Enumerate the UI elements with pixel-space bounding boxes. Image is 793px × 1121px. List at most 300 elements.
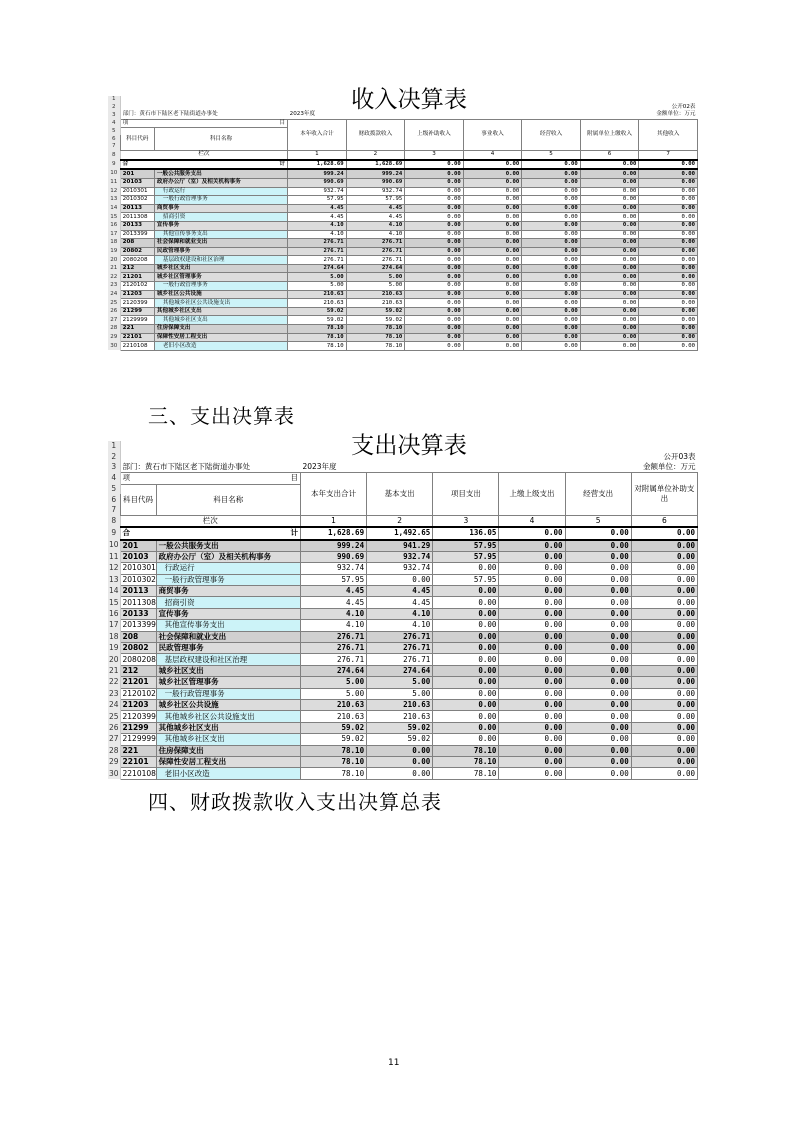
amount-cell: 4.45 xyxy=(288,213,347,222)
amount-cell: 0.00 xyxy=(463,204,522,213)
amount-cell: 0.00 xyxy=(565,620,631,631)
column-header: 上缴上级支出 xyxy=(499,473,565,516)
amount-cell: 0.00 xyxy=(522,196,581,205)
subject-name: 其他宣传事务支出 xyxy=(156,620,300,631)
amount-cell: 5.00 xyxy=(288,273,347,282)
table-row xyxy=(108,711,698,722)
table-row xyxy=(108,316,698,325)
row-number: 15 xyxy=(108,213,120,222)
table-row xyxy=(108,586,698,597)
row-number: 6 xyxy=(108,135,120,143)
amount-cell: 78.10 xyxy=(433,756,499,767)
table-row xyxy=(108,654,698,665)
column-number: 2 xyxy=(367,515,433,527)
amount-cell: 0.00 xyxy=(499,688,565,699)
amount-cell: 0.00 xyxy=(639,187,698,196)
subject-code: 201 xyxy=(120,540,156,552)
row-number: 13 xyxy=(108,196,120,205)
amount-cell: 0.00 xyxy=(522,230,581,239)
row-number: 28 xyxy=(108,325,120,334)
amount-cell: 0.00 xyxy=(522,290,581,299)
row-number: 14 xyxy=(108,204,120,213)
column-number: 5 xyxy=(565,515,631,527)
amount-cell: 0.00 xyxy=(463,256,522,265)
amount-cell: 5.00 xyxy=(367,688,433,699)
subject-name: 老旧小区改造 xyxy=(154,342,287,351)
subject-name: 招商引资 xyxy=(156,597,300,608)
row-number: 25 xyxy=(108,711,119,721)
amount-cell: 0.00 xyxy=(631,734,697,745)
row-number: 12 xyxy=(108,563,119,573)
amount-cell: 0.00 xyxy=(405,342,464,351)
amount-cell: 990.69 xyxy=(346,178,405,187)
subject-code: 20113 xyxy=(120,586,156,597)
row-number: 3 xyxy=(108,462,120,473)
row-number: 3 xyxy=(108,111,120,119)
amount-cell: 0.00 xyxy=(631,768,697,779)
subject-code: 21299 xyxy=(120,307,154,316)
amount-cell: 0.00 xyxy=(433,608,499,619)
row-number: 7 xyxy=(108,505,120,515)
subject-name: 一般行政管理事务 xyxy=(156,688,300,699)
amount-cell: 210.63 xyxy=(367,711,433,722)
subject-name: 一般行政管理事务 xyxy=(154,282,287,291)
column-number: 6 xyxy=(580,151,639,160)
amount-cell: 0.00 xyxy=(405,325,464,334)
amount-cell: 0.00 xyxy=(463,325,522,334)
column-number: 7 xyxy=(639,151,698,160)
subject-name: 宣传事务 xyxy=(156,608,300,619)
amount-cell: 0.00 xyxy=(639,325,698,334)
amount-cell: 0.00 xyxy=(405,273,464,282)
subject-name: 住房保障支出 xyxy=(156,745,300,756)
column-header: 基本支出 xyxy=(367,473,433,516)
amount-cell: 0.00 xyxy=(631,745,697,756)
total-value: 136.05 xyxy=(433,527,499,539)
amount-cell: 0.00 xyxy=(631,654,697,665)
table-row xyxy=(108,677,698,688)
amount-cell: 57.95 xyxy=(346,196,405,205)
amount-cell: 57.95 xyxy=(433,551,499,562)
amount-cell: 276.71 xyxy=(288,256,347,265)
subject-code: 2120399 xyxy=(120,711,156,722)
amount-cell: 0.00 xyxy=(463,247,522,256)
amount-cell: 0.00 xyxy=(499,734,565,745)
amount-cell: 0.00 xyxy=(405,299,464,308)
table-row xyxy=(108,333,698,342)
row-number: 29 xyxy=(108,333,120,342)
amount-cell: 0.00 xyxy=(631,586,697,597)
amount-cell: 0.00 xyxy=(463,273,522,282)
amount-cell: 0.00 xyxy=(631,597,697,608)
amount-cell: 0.00 xyxy=(565,665,631,676)
subject-name: 社会保障和就业支出 xyxy=(156,631,300,642)
amount-cell: 4.10 xyxy=(367,608,433,619)
subject-code: 2210108 xyxy=(120,768,156,779)
subject-name: 宣传事务 xyxy=(154,221,287,230)
amount-cell: 0.00 xyxy=(580,333,639,342)
subject-name: 其他城乡社区支出 xyxy=(156,734,300,745)
amount-cell: 57.95 xyxy=(288,196,347,205)
amount-cell: 0.00 xyxy=(433,688,499,699)
lanci-label: 栏次 xyxy=(120,151,288,160)
table-row xyxy=(108,151,698,160)
subject-code: 20133 xyxy=(120,221,154,230)
amount-cell: 4.10 xyxy=(346,230,405,239)
amount-cell: 0.00 xyxy=(433,722,499,733)
subject-name: 商贸事务 xyxy=(156,586,300,597)
amount-cell: 0.00 xyxy=(499,551,565,562)
amount-cell: 0.00 xyxy=(405,333,464,342)
table-row xyxy=(108,221,698,230)
table-row xyxy=(108,540,698,552)
row-number: 8 xyxy=(108,515,120,527)
amount-cell: 0.00 xyxy=(405,187,464,196)
total-value: 1,628.69 xyxy=(346,160,405,170)
amount-cell: 0.00 xyxy=(631,756,697,767)
amount-cell: 0.00 xyxy=(631,677,697,688)
total-value: 0.00 xyxy=(499,527,565,539)
amount-cell: 0.00 xyxy=(499,756,565,767)
amount-cell: 78.10 xyxy=(288,333,347,342)
row-number: 13 xyxy=(108,574,119,584)
expense-table xyxy=(108,432,698,780)
amount-cell: 0.00 xyxy=(463,290,522,299)
table-row xyxy=(108,119,698,128)
row-number: 29 xyxy=(108,757,119,767)
amount-cell: 0.00 xyxy=(580,204,639,213)
total-value: 0.00 xyxy=(405,160,464,170)
subject-code: 22101 xyxy=(120,333,154,342)
amount-cell: 59.02 xyxy=(288,307,347,316)
row-number: 9 xyxy=(108,160,120,170)
table-row xyxy=(108,282,698,291)
subject-name: 政府办公厅（室）及相关机构事务 xyxy=(154,178,287,187)
amount-cell: 932.74 xyxy=(288,187,347,196)
amount-cell: 0.00 xyxy=(565,756,631,767)
amount-cell: 0.00 xyxy=(639,342,698,351)
row-number: 30 xyxy=(108,342,120,351)
column-header: 财政拨款收入 xyxy=(346,119,405,150)
amount-cell: 0.00 xyxy=(565,711,631,722)
table-row xyxy=(108,563,698,574)
row-number: 5 xyxy=(108,128,120,136)
total-label xyxy=(120,160,288,170)
subject-code: 20113 xyxy=(120,204,154,213)
row-number: 11 xyxy=(108,178,120,187)
subject-code: 201 xyxy=(120,169,154,178)
amount-cell: 0.00 xyxy=(463,187,522,196)
amount-cell: 0.00 xyxy=(580,264,639,273)
row-number: 26 xyxy=(108,722,119,732)
row-number: 26 xyxy=(108,307,120,316)
amount-cell: 276.71 xyxy=(367,643,433,654)
amount-cell: 0.00 xyxy=(580,196,639,205)
amount-cell: 0.00 xyxy=(463,307,522,316)
column-header: 上级补助收入 xyxy=(405,119,464,150)
amount-cell: 0.00 xyxy=(499,722,565,733)
subject-name: 一般公共服务支出 xyxy=(154,169,287,178)
column-header: 项目支出 xyxy=(433,473,499,516)
amount-cell: 0.00 xyxy=(405,316,464,325)
table-row xyxy=(108,290,698,299)
amount-cell: 0.00 xyxy=(639,196,698,205)
table-row xyxy=(108,213,698,222)
table-row xyxy=(108,342,698,351)
unit-label: 金额单位：万元 xyxy=(643,461,696,471)
subject-code: 21201 xyxy=(120,677,156,688)
table-row xyxy=(108,256,698,265)
amount-cell: 0.00 xyxy=(522,247,581,256)
amount-cell: 0.00 xyxy=(580,290,639,299)
row-number: 21 xyxy=(108,666,119,675)
amount-cell: 0.00 xyxy=(433,677,499,688)
amount-cell: 276.71 xyxy=(367,654,433,665)
amount-cell: 5.00 xyxy=(367,677,433,688)
column-header: 附属单位上缴收入 xyxy=(580,119,639,150)
amount-cell: 0.00 xyxy=(522,264,581,273)
subject-code: 221 xyxy=(120,325,154,334)
subject-name: 其他城乡社区支出 xyxy=(154,307,287,316)
table-title: 支出决算表 xyxy=(351,432,467,460)
amount-cell: 210.63 xyxy=(288,290,347,299)
amount-cell: 4.45 xyxy=(346,213,405,222)
amount-cell: 0.00 xyxy=(631,665,697,676)
amount-cell: 0.00 xyxy=(580,187,639,196)
column-number: 6 xyxy=(631,515,697,527)
subject-name: 社会保障和就业支出 xyxy=(154,239,287,248)
amount-cell: 210.63 xyxy=(346,290,405,299)
amount-cell: 0.00 xyxy=(499,620,565,631)
table-row xyxy=(108,264,698,273)
amount-cell: 59.02 xyxy=(300,722,366,733)
amount-cell: 941.29 xyxy=(367,540,433,552)
row-number: 8 xyxy=(108,151,120,160)
row-number: 16 xyxy=(108,609,119,619)
amount-cell: 0.00 xyxy=(580,213,639,222)
amount-cell: 276.71 xyxy=(300,654,366,665)
amount-cell: 0.00 xyxy=(631,699,697,710)
amount-cell: 0.00 xyxy=(367,756,433,767)
subject-code: 2010302 xyxy=(120,196,154,205)
subject-code: 221 xyxy=(120,745,156,756)
amount-cell: 0.00 xyxy=(580,273,639,282)
column-header: 事业收入 xyxy=(463,119,522,150)
column-header: 其他收入 xyxy=(639,119,698,150)
amount-cell: 0.00 xyxy=(522,325,581,334)
row-number: 18 xyxy=(108,631,119,641)
amount-cell: 0.00 xyxy=(499,631,565,642)
table-row xyxy=(108,699,698,710)
row-number: 9 xyxy=(108,527,120,539)
amount-cell: 0.00 xyxy=(580,256,639,265)
department-label: 部门：黄石市下陆区老下陆街道办事处 xyxy=(122,461,251,471)
table-row xyxy=(108,196,698,205)
lanci-label: 栏次 xyxy=(120,515,300,527)
amount-cell: 59.02 xyxy=(367,722,433,733)
amount-cell: 4.45 xyxy=(346,204,405,213)
table-row xyxy=(108,178,698,187)
table-row xyxy=(108,734,698,745)
amount-cell: 0.00 xyxy=(522,299,581,308)
amount-cell: 0.00 xyxy=(405,307,464,316)
amount-cell: 0.00 xyxy=(639,333,698,342)
subject-name: 行政运行 xyxy=(156,563,300,574)
subject-code: 21201 xyxy=(120,273,154,282)
subject-code: 2120102 xyxy=(120,688,156,699)
year-label: 2023年度 xyxy=(289,111,316,118)
header-mu: 目 xyxy=(279,120,286,127)
amount-cell: 932.74 xyxy=(367,551,433,562)
table-row xyxy=(108,527,698,539)
amount-cell: 0.00 xyxy=(522,169,581,178)
subject-code: 2011308 xyxy=(120,213,154,222)
amount-cell: 0.00 xyxy=(631,574,697,585)
amount-cell: 4.45 xyxy=(367,586,433,597)
subject-name: 一般公共服务支出 xyxy=(156,540,300,552)
amount-cell: 0.00 xyxy=(433,654,499,665)
amount-cell: 0.00 xyxy=(631,631,697,642)
amount-cell: 0.00 xyxy=(405,264,464,273)
subject-name: 保障性安居工程支出 xyxy=(156,756,300,767)
amount-cell: 0.00 xyxy=(463,221,522,230)
row-number: 12 xyxy=(108,187,120,196)
amount-cell: 59.02 xyxy=(288,316,347,325)
table-row xyxy=(108,230,698,239)
amount-cell: 5.00 xyxy=(288,282,347,291)
amount-cell: 0.00 xyxy=(522,187,581,196)
row-number: 27 xyxy=(108,316,120,325)
subject-code: 2120102 xyxy=(120,282,154,291)
column-number: 4 xyxy=(463,151,522,160)
amount-cell: 0.00 xyxy=(565,631,631,642)
amount-cell: 0.00 xyxy=(580,178,639,187)
amount-cell: 999.24 xyxy=(288,169,347,178)
subject-code: 2013399 xyxy=(120,230,154,239)
header-xiang-mu xyxy=(120,119,288,128)
amount-cell: 0.00 xyxy=(405,213,464,222)
amount-cell: 0.00 xyxy=(463,282,522,291)
column-number: 2 xyxy=(346,151,405,160)
amount-cell: 0.00 xyxy=(565,608,631,619)
amount-cell: 0.00 xyxy=(405,290,464,299)
amount-cell: 0.00 xyxy=(433,711,499,722)
amount-cell: 0.00 xyxy=(639,169,698,178)
column-number: 1 xyxy=(288,151,347,160)
row-number: 4 xyxy=(108,473,120,484)
amount-cell: 78.10 xyxy=(300,768,366,779)
table-row xyxy=(108,688,698,699)
amount-cell: 0.00 xyxy=(565,574,631,585)
subject-name: 一般行政管理事务 xyxy=(156,574,300,585)
table-row xyxy=(108,247,698,256)
total-value: 0.00 xyxy=(522,160,581,170)
table-row xyxy=(108,325,698,334)
amount-cell: 276.71 xyxy=(300,631,366,642)
subject-code: 2010301 xyxy=(120,187,154,196)
table-row xyxy=(108,722,698,733)
total-value: 0.00 xyxy=(639,160,698,170)
total-value: 0.00 xyxy=(631,527,697,539)
amount-cell: 78.10 xyxy=(288,325,347,334)
amount-cell: 78.10 xyxy=(346,342,405,351)
subject-name: 其他城乡社区公共设施支出 xyxy=(156,711,300,722)
row-number: 25 xyxy=(108,299,120,308)
name-header: 科目名称 xyxy=(156,484,300,515)
row-number: 22 xyxy=(108,677,119,687)
subject-name: 老旧小区改造 xyxy=(156,768,300,779)
row-number: 1 xyxy=(108,96,120,104)
amount-cell: 4.45 xyxy=(288,204,347,213)
subject-code: 21203 xyxy=(120,699,156,710)
table-row xyxy=(108,169,698,178)
table-row xyxy=(108,745,698,756)
amount-cell: 4.45 xyxy=(300,597,366,608)
subject-name: 基层政权建设和社区治理 xyxy=(156,654,300,665)
amount-cell: 0.00 xyxy=(463,299,522,308)
amount-cell: 0.00 xyxy=(522,282,581,291)
row-number: 23 xyxy=(108,282,120,291)
total-label xyxy=(120,527,300,539)
subject-code: 2013399 xyxy=(120,620,156,631)
total-ji: 计 xyxy=(279,161,286,168)
amount-cell: 0.00 xyxy=(499,699,565,710)
amount-cell: 276.71 xyxy=(367,631,433,642)
amount-cell: 274.64 xyxy=(346,264,405,273)
subject-code: 2010302 xyxy=(120,574,156,585)
subject-code: 212 xyxy=(120,665,156,676)
subject-name: 住房保障支出 xyxy=(154,325,287,334)
row-number: 1 xyxy=(108,441,120,451)
amount-cell: 0.00 xyxy=(463,213,522,222)
column-header: 本年支出合计 xyxy=(300,473,366,516)
amount-cell: 57.95 xyxy=(433,540,499,552)
amount-cell: 59.02 xyxy=(346,316,405,325)
column-header: 本年收入合计 xyxy=(288,119,347,150)
row-number: 30 xyxy=(108,768,119,778)
amount-cell: 0.00 xyxy=(565,699,631,710)
amount-cell: 5.00 xyxy=(300,677,366,688)
amount-cell: 274.64 xyxy=(288,264,347,273)
amount-cell: 0.00 xyxy=(580,221,639,230)
amount-cell: 0.00 xyxy=(565,540,631,552)
amount-cell: 0.00 xyxy=(433,586,499,597)
amount-cell: 0.00 xyxy=(639,178,698,187)
amount-cell: 0.00 xyxy=(499,677,565,688)
form-number: 公开02表 xyxy=(671,103,696,110)
amount-cell: 78.10 xyxy=(346,325,405,334)
subject-code: 2080208 xyxy=(120,256,154,265)
row-number: 27 xyxy=(108,734,119,744)
amount-cell: 0.00 xyxy=(631,563,697,574)
amount-cell: 0.00 xyxy=(522,307,581,316)
amount-cell: 0.00 xyxy=(433,631,499,642)
column-number: 1 xyxy=(300,515,366,527)
subject-name: 城乡社区支出 xyxy=(156,665,300,676)
amount-cell: 0.00 xyxy=(565,586,631,597)
amount-cell: 276.71 xyxy=(346,256,405,265)
amount-cell: 0.00 xyxy=(463,239,522,248)
amount-cell: 0.00 xyxy=(433,620,499,631)
code-header: 科目代码 xyxy=(120,484,156,515)
amount-cell: 0.00 xyxy=(631,722,697,733)
row-number: 10 xyxy=(108,540,119,550)
amount-cell: 0.00 xyxy=(639,264,698,273)
row-number: 2 xyxy=(108,451,120,461)
row-number: 19 xyxy=(108,247,120,256)
subject-name: 政府办公厅（室）及相关机构事务 xyxy=(156,551,300,562)
column-number: 4 xyxy=(499,515,565,527)
